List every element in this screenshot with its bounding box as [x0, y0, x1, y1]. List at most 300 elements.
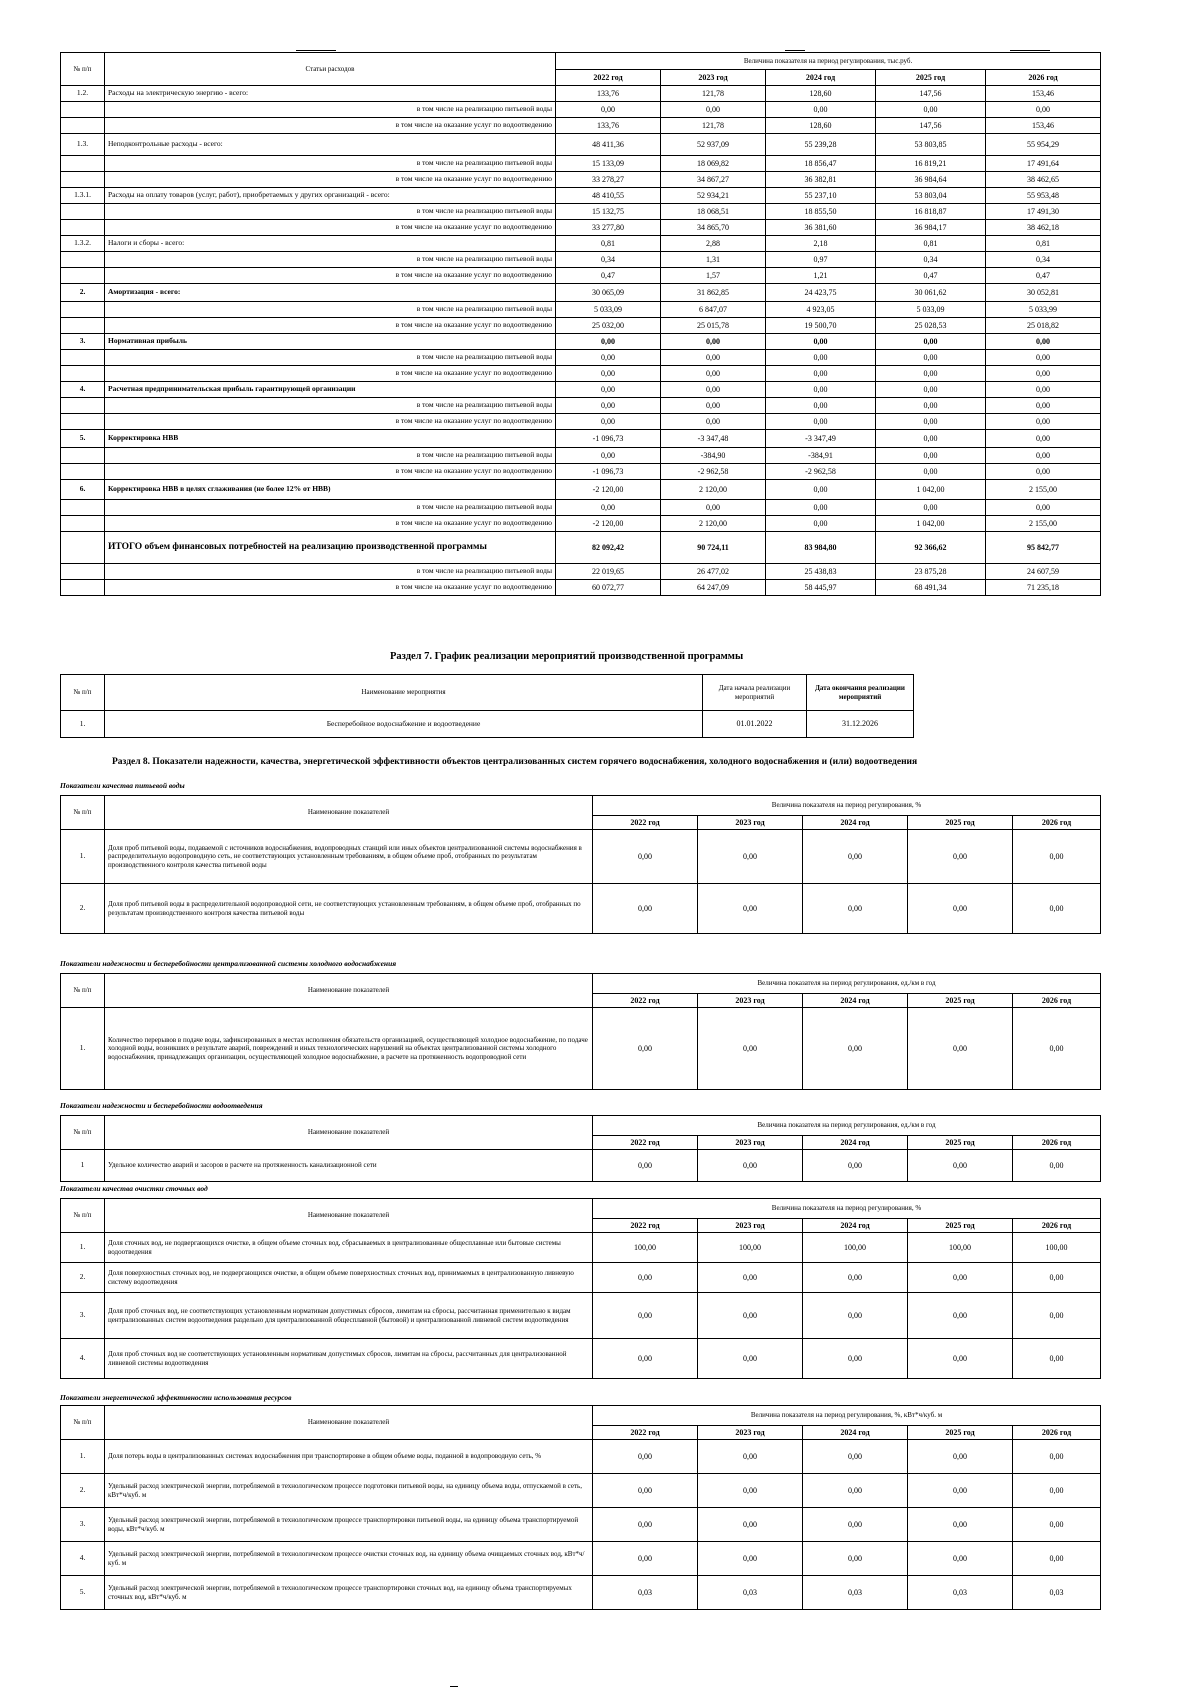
value-cell: 0,00 — [908, 1542, 1013, 1576]
value-cell: 0,00 — [698, 1474, 803, 1508]
value-cell: 48 410,55 — [556, 188, 661, 204]
table-row — [61, 564, 1101, 580]
value-cell: 0,00 — [766, 350, 876, 366]
value-cell: 53 803,85 — [876, 134, 986, 156]
value-cell: 0,00 — [661, 334, 766, 350]
value-cell: 0,00 — [803, 830, 908, 884]
value-cell: 83 984,80 — [766, 532, 876, 564]
start-date: 01.01.2022 — [703, 711, 807, 738]
value-cell: 0,00 — [803, 1474, 908, 1508]
scan-mark — [785, 50, 805, 51]
table-row — [61, 500, 1101, 516]
schedule-table — [60, 674, 914, 738]
value-cell: 0,00 — [593, 1150, 698, 1182]
row-name: Доля поверхностных сточных вод, не подвергающихся очистке, в общем объеме поверхностных сточных вод, принимаемых в централизованную ливневую систему водоотведения — [105, 1263, 593, 1293]
value-cell: 0,00 — [698, 1440, 803, 1474]
row-num: 2. — [61, 284, 105, 302]
col-name-header: Статьи расходов — [105, 53, 556, 86]
value-cell: 0,00 — [1013, 884, 1101, 934]
value-cell: 133,76 — [556, 118, 661, 134]
indicator-table — [60, 795, 1101, 934]
table-row — [61, 1542, 1101, 1576]
row-name: Доля проб сточных вод, не соответствующих установленным нормативам допустимых сбросов, лимитам на сбросы, рассчитанная применительно к видам централизованных систем водоотведения раздельно для централизованной общесплавной (бытовой) и централизованной ливневой систем водоотведения — [105, 1293, 593, 1339]
table-row — [61, 532, 1101, 564]
row-num — [61, 156, 105, 172]
row-name: в том числе на оказание услуг по водоотведению — [105, 516, 556, 532]
value-cell: 0,00 — [698, 884, 803, 934]
value-cell: 1 042,00 — [876, 516, 986, 532]
col-name-header: Наименование показателей — [105, 974, 593, 1008]
value-cell: 0,00 — [556, 350, 661, 366]
value-cell: 0,00 — [986, 334, 1101, 350]
value-cell: 0,34 — [876, 252, 986, 268]
table-row — [61, 252, 1101, 268]
value-cell: 25 438,83 — [766, 564, 876, 580]
value-cell: 0,47 — [876, 268, 986, 284]
value-cell: 5 033,99 — [986, 302, 1101, 318]
value-cell: 2,18 — [766, 236, 876, 252]
value-cell: 0,00 — [1013, 1440, 1101, 1474]
value-cell: 0,03 — [908, 1576, 1013, 1610]
value-cell: 0,47 — [556, 268, 661, 284]
row-num: 6. — [61, 480, 105, 500]
value-cell: 2,88 — [661, 236, 766, 252]
col-group-header: Величина показателя на период регулирования, % — [593, 1199, 1101, 1219]
value-cell: 55 953,48 — [986, 188, 1101, 204]
indicator-table — [60, 1198, 1101, 1379]
row-num: 1. — [61, 1008, 105, 1090]
value-cell: 30 052,81 — [986, 284, 1101, 302]
value-cell: 18 855,50 — [766, 204, 876, 220]
row-name: Бесперебойное водоснабжение и водоотведение — [105, 711, 703, 738]
value-cell: 71 235,18 — [986, 580, 1101, 596]
end-date: 31.12.2026 — [807, 711, 914, 738]
value-cell: -1 096,73 — [556, 464, 661, 480]
value-cell: 0,00 — [1013, 1339, 1101, 1379]
value-cell: 0,00 — [876, 350, 986, 366]
year-header: 2024 год — [803, 1219, 908, 1233]
year-header: 2022 год — [556, 70, 661, 86]
expenses-table — [60, 52, 1101, 596]
table-row — [61, 414, 1101, 430]
value-cell: 100,00 — [908, 1233, 1013, 1263]
value-cell: 36 984,64 — [876, 172, 986, 188]
row-num: 5. — [61, 430, 105, 448]
value-cell: 0,00 — [803, 1339, 908, 1379]
table-row — [61, 1474, 1101, 1508]
value-cell: 15 132,75 — [556, 204, 661, 220]
value-cell: 0,00 — [593, 1339, 698, 1379]
row-num: 2. — [61, 1474, 105, 1508]
value-cell: 0,34 — [556, 252, 661, 268]
value-cell: 0,00 — [698, 1508, 803, 1542]
value-cell: 121,78 — [661, 118, 766, 134]
value-cell: 0,00 — [698, 1339, 803, 1379]
row-num: 4. — [61, 1542, 105, 1576]
value-cell: 0,00 — [766, 382, 876, 398]
value-cell: 0,00 — [1013, 1263, 1101, 1293]
value-cell: 1,31 — [661, 252, 766, 268]
value-cell: 0,00 — [766, 398, 876, 414]
value-cell: 0,03 — [803, 1576, 908, 1610]
value-cell: 0,00 — [986, 464, 1101, 480]
value-cell: 0,00 — [593, 1440, 698, 1474]
value-cell: 0,00 — [803, 1293, 908, 1339]
row-name: Доля проб питьевой воды, подаваемой с источников водоснабжения, водопроводных станций или иных объектов централизованной системы водоснабжения в распределительную водопроводную сеть, не соответствующих установленным требованиям, в общем объеме проб, отобранных по результатам производственного контроля качества питьевой воды — [105, 830, 593, 884]
indicator-table — [60, 973, 1101, 1090]
row-name: Удельный расход электрической энергии, потребляемой в технологическом процессе транспортировки питьевой воды, на единицу объема транспортируемой воды, кВт*ч/куб. м — [105, 1508, 593, 1542]
value-cell: 64 247,09 — [661, 580, 766, 596]
table-row — [61, 334, 1101, 350]
value-cell: 0,00 — [698, 1008, 803, 1090]
scan-mark — [1010, 50, 1050, 51]
year-header: 2025 год — [908, 1426, 1013, 1440]
value-cell: 26 477,02 — [661, 564, 766, 580]
row-num: 1.2. — [61, 86, 105, 102]
value-cell: 100,00 — [1013, 1233, 1101, 1263]
indicator-table — [60, 1405, 1101, 1610]
value-cell: 0,00 — [556, 398, 661, 414]
value-cell: 0,81 — [986, 236, 1101, 252]
value-cell: 23 875,28 — [876, 564, 986, 580]
value-cell: 25 018,82 — [986, 318, 1101, 334]
value-cell: 0,00 — [661, 382, 766, 398]
table-row — [61, 430, 1101, 448]
row-name: ИТОГО объем финансовых потребностей на реализацию производственной программы — [105, 532, 556, 564]
row-name: Удельный расход электрической энергии, потребляемой в технологическом процессе подготовки питьевой воды, на единицу объема воды, отпускаемой в сеть, кВт*ч/куб. м — [105, 1474, 593, 1508]
value-cell: 100,00 — [593, 1233, 698, 1263]
row-name: в том числе на реализацию питьевой воды — [105, 564, 556, 580]
row-name: в том числе на реализацию питьевой воды — [105, 448, 556, 464]
row-name: в том числе на оказание услуг по водоотведению — [105, 366, 556, 382]
row-num: 1.3.2. — [61, 236, 105, 252]
table-row — [61, 284, 1101, 302]
value-cell: 1,57 — [661, 268, 766, 284]
table-row — [61, 448, 1101, 464]
value-cell: 0,00 — [876, 464, 986, 480]
table-row — [61, 1293, 1101, 1339]
row-name: в том числе на реализацию питьевой воды — [105, 398, 556, 414]
value-cell: 25 015,78 — [661, 318, 766, 334]
value-cell: 0,00 — [876, 398, 986, 414]
value-cell: 55 954,29 — [986, 134, 1101, 156]
value-cell: 0,00 — [876, 430, 986, 448]
value-cell: 38 462,18 — [986, 220, 1101, 236]
value-cell: 128,60 — [766, 118, 876, 134]
value-cell: 30 065,09 — [556, 284, 661, 302]
value-cell: -2 120,00 — [556, 480, 661, 500]
value-cell: 0,00 — [698, 1263, 803, 1293]
value-cell: 0,00 — [593, 830, 698, 884]
table-row — [61, 172, 1101, 188]
value-cell: 36 382,81 — [766, 172, 876, 188]
value-cell: 100,00 — [698, 1233, 803, 1263]
row-num: 1. — [61, 830, 105, 884]
value-cell: 0,00 — [803, 884, 908, 934]
table-subtitle: Показатели качества питьевой воды — [60, 781, 185, 790]
row-num — [61, 464, 105, 480]
table-row — [61, 204, 1101, 220]
value-cell: 1,21 — [766, 268, 876, 284]
value-cell: 0,00 — [803, 1508, 908, 1542]
year-header: 2024 год — [803, 994, 908, 1008]
table-row — [61, 382, 1101, 398]
col-name-header: Наименование мероприятия — [105, 675, 703, 711]
value-cell: 0,00 — [766, 480, 876, 500]
row-num — [61, 516, 105, 532]
value-cell: 0,00 — [556, 382, 661, 398]
row-name: в том числе на оказание услуг по водоотведению — [105, 220, 556, 236]
col-num-header: № п/п — [61, 1199, 105, 1233]
value-cell: 18 069,82 — [661, 156, 766, 172]
value-cell: 33 277,80 — [556, 220, 661, 236]
table-row — [61, 318, 1101, 334]
value-cell: 0,47 — [986, 268, 1101, 284]
value-cell: 0,00 — [556, 334, 661, 350]
row-num: 1. — [61, 1440, 105, 1474]
row-name: в том числе на оказание услуг по водоотведению — [105, 318, 556, 334]
table-row — [61, 220, 1101, 236]
value-cell: 25 028,53 — [876, 318, 986, 334]
col-group-header: Величина показателя на период регулирования, тыс.руб. — [556, 53, 1101, 70]
value-cell: 0,00 — [766, 334, 876, 350]
year-header: 2024 год — [803, 1426, 908, 1440]
year-header: 2022 год — [593, 816, 698, 830]
col-name-header: Наименование показателей — [105, 1199, 593, 1233]
indicator-table — [60, 1115, 1101, 1182]
table-row — [61, 1008, 1101, 1090]
value-cell: 0,00 — [593, 1263, 698, 1293]
table-row — [61, 580, 1101, 596]
value-cell: 0,00 — [986, 448, 1101, 464]
row-name: в том числе на оказание услуг по водоотведению — [105, 464, 556, 480]
row-num — [61, 448, 105, 464]
year-header: 2023 год — [698, 816, 803, 830]
row-num: 2. — [61, 884, 105, 934]
row-name: в том числе на оказание услуг по водоотведению — [105, 268, 556, 284]
value-cell: 0,00 — [766, 102, 876, 118]
value-cell: 0,00 — [698, 830, 803, 884]
year-header: 2025 год — [876, 70, 986, 86]
value-cell: 4 923,05 — [766, 302, 876, 318]
value-cell: 2 120,00 — [661, 480, 766, 500]
table-row — [61, 188, 1101, 204]
value-cell: 0,00 — [803, 1150, 908, 1182]
table-row — [61, 464, 1101, 480]
row-name: в том числе на реализацию питьевой воды — [105, 500, 556, 516]
value-cell: 0,00 — [986, 350, 1101, 366]
year-header: 2024 год — [766, 70, 876, 86]
row-num — [61, 204, 105, 220]
value-cell: 0,00 — [803, 1440, 908, 1474]
row-num: 4. — [61, 382, 105, 398]
table-row — [61, 1263, 1101, 1293]
value-cell: 0,81 — [876, 236, 986, 252]
row-num — [61, 564, 105, 580]
year-header: 2023 год — [698, 1219, 803, 1233]
value-cell: 6 847,07 — [661, 302, 766, 318]
value-cell: 31 862,85 — [661, 284, 766, 302]
table-subtitle: Показатели надежности и бесперебойности централизованной системы холодного водоснабжения — [60, 959, 397, 968]
section7-title: Раздел 7. График реализации мероприятий производственной программы — [390, 651, 744, 662]
col-name-header: Наименование показателей — [105, 796, 593, 830]
year-header: 2023 год — [661, 70, 766, 86]
row-num: 5. — [61, 1576, 105, 1610]
value-cell: 0,00 — [593, 1474, 698, 1508]
row-num — [61, 532, 105, 564]
value-cell: 48 411,36 — [556, 134, 661, 156]
col-num-header: № п/п — [61, 974, 105, 1008]
table-row — [61, 268, 1101, 284]
value-cell: 0,00 — [556, 414, 661, 430]
year-header: 2026 год — [1013, 816, 1101, 830]
value-cell: -3 347,49 — [766, 430, 876, 448]
value-cell: 53 803,04 — [876, 188, 986, 204]
year-header: 2022 год — [593, 1219, 698, 1233]
row-num: 2. — [61, 1263, 105, 1293]
value-cell: 0,00 — [908, 1008, 1013, 1090]
value-cell: 55 239,28 — [766, 134, 876, 156]
year-header: 2022 год — [593, 1136, 698, 1150]
year-header: 2023 год — [698, 994, 803, 1008]
year-header: 2025 год — [908, 1219, 1013, 1233]
col-num-header: № п/п — [61, 796, 105, 830]
table-row — [61, 1150, 1101, 1182]
value-cell: 92 366,62 — [876, 532, 986, 564]
value-cell: 147,56 — [876, 118, 986, 134]
year-header: 2022 год — [593, 994, 698, 1008]
row-num — [61, 318, 105, 334]
row-num: 1.3.1. — [61, 188, 105, 204]
value-cell: 121,78 — [661, 86, 766, 102]
value-cell: 0,00 — [1013, 1008, 1101, 1090]
col-num-header: № п/п — [61, 675, 105, 711]
value-cell: 0,00 — [908, 1440, 1013, 1474]
row-name: Расчетная предпринимательская прибыль гарантирующей организации — [105, 382, 556, 398]
value-cell: 0,00 — [766, 516, 876, 532]
value-cell: 0,00 — [986, 102, 1101, 118]
row-num — [61, 102, 105, 118]
value-cell: 2 120,00 — [661, 516, 766, 532]
row-num: 3. — [61, 1508, 105, 1542]
table-row — [61, 830, 1101, 884]
value-cell: 0,00 — [803, 1008, 908, 1090]
row-name: Неподконтрольные расходы - всего: — [105, 134, 556, 156]
table-subtitle: Показатели энергетической эффективности использования ресурсов — [60, 1393, 292, 1402]
value-cell: 0,81 — [556, 236, 661, 252]
table-row — [61, 156, 1101, 172]
value-cell: 0,00 — [1013, 1150, 1101, 1182]
value-cell: 25 032,00 — [556, 318, 661, 334]
row-num — [61, 302, 105, 318]
value-cell: 34 865,70 — [661, 220, 766, 236]
value-cell: 0,03 — [698, 1576, 803, 1610]
value-cell: 22 019,65 — [556, 564, 661, 580]
col-group-header: Величина показателя на период регулирования, ед./км в год — [593, 1116, 1101, 1136]
value-cell: -1 096,73 — [556, 430, 661, 448]
value-cell: 2 155,00 — [986, 516, 1101, 532]
value-cell: 0,00 — [661, 500, 766, 516]
row-num — [61, 220, 105, 236]
row-name: в том числе на оказание услуг по водоотведению — [105, 172, 556, 188]
value-cell: 0,00 — [661, 102, 766, 118]
row-name: Нормативная прибыль — [105, 334, 556, 350]
value-cell: 0,00 — [908, 884, 1013, 934]
value-cell: 0,00 — [593, 1293, 698, 1339]
value-cell: 18 068,51 — [661, 204, 766, 220]
row-name: Доля сточных вод, не подвергающихся очистке, в общем объеме сточных вод, сбрасываемых в централизованные общесплавные или бытовые системы водоотведения — [105, 1233, 593, 1263]
year-header: 2024 год — [803, 816, 908, 830]
value-cell: 0,00 — [876, 414, 986, 430]
table-row — [61, 1508, 1101, 1542]
col-num-header: № п/п — [61, 53, 105, 86]
value-cell: 34 867,27 — [661, 172, 766, 188]
value-cell: 16 819,21 — [876, 156, 986, 172]
value-cell: 0,00 — [593, 1508, 698, 1542]
row-num — [61, 118, 105, 134]
year-header: 2026 год — [1013, 1426, 1101, 1440]
table-row — [61, 1576, 1101, 1610]
row-num — [61, 398, 105, 414]
value-cell: 17 491,64 — [986, 156, 1101, 172]
col-group-header: Величина показателя на период регулирования, ед./км в год — [593, 974, 1101, 994]
row-num: 1.3. — [61, 134, 105, 156]
value-cell: 0,03 — [593, 1576, 698, 1610]
value-cell: 0,03 — [1013, 1576, 1101, 1610]
value-cell: 0,00 — [556, 448, 661, 464]
table-row — [61, 1233, 1101, 1263]
value-cell: 24 423,75 — [766, 284, 876, 302]
row-name: Количество перерывов в подаче воды, зафиксированных в местах исполнения обязательств организацией, осуществляющей холодное водоснабжение, по подаче холодной воды, возникших в результате аварий, повреждений и иных технологических нарушений на объектах централизованной системы холодного водоснабжения, принадлежащих организации, осуществляющей холодное водоснабжение, в расчете на протяженность водопроводной сети — [105, 1008, 593, 1090]
value-cell: 24 607,59 — [986, 564, 1101, 580]
value-cell: 0,00 — [698, 1150, 803, 1182]
value-cell: 0,00 — [908, 830, 1013, 884]
row-num: 4. — [61, 1339, 105, 1379]
table-row — [61, 86, 1101, 102]
row-name: Налоги и сборы - всего: — [105, 236, 556, 252]
scan-mark — [450, 1686, 458, 1687]
table-row — [61, 134, 1101, 156]
value-cell: 0,00 — [986, 366, 1101, 382]
col-num-header: № п/п — [61, 1116, 105, 1150]
value-cell: 0,00 — [556, 366, 661, 382]
value-cell: 36 381,60 — [766, 220, 876, 236]
row-num — [61, 268, 105, 284]
row-num — [61, 500, 105, 516]
value-cell: 16 818,87 — [876, 204, 986, 220]
value-cell: 0,00 — [876, 382, 986, 398]
col-name-header: Наименование показателей — [105, 1406, 593, 1440]
value-cell: 0,00 — [986, 500, 1101, 516]
col-start-header: Дата начала реализации мероприятий — [703, 675, 807, 711]
col-end-header: Дата окончания реализации мероприятий — [807, 675, 914, 711]
row-name: в том числе на оказание услуг по водоотведению — [105, 580, 556, 596]
row-num: 3. — [61, 1293, 105, 1339]
row-name: в том числе на оказание услуг по водоотведению — [105, 118, 556, 134]
row-num — [61, 580, 105, 596]
row-num: 1. — [61, 1233, 105, 1263]
value-cell: 0,00 — [803, 1542, 908, 1576]
year-header: 2023 год — [698, 1136, 803, 1150]
value-cell: 0,00 — [1013, 1508, 1101, 1542]
year-header: 2025 год — [908, 994, 1013, 1008]
value-cell: 0,00 — [661, 398, 766, 414]
value-cell: 0,00 — [1013, 1293, 1101, 1339]
row-num — [61, 350, 105, 366]
table-row — [61, 1339, 1101, 1379]
value-cell: 52 937,09 — [661, 134, 766, 156]
year-header: 2024 год — [803, 1136, 908, 1150]
